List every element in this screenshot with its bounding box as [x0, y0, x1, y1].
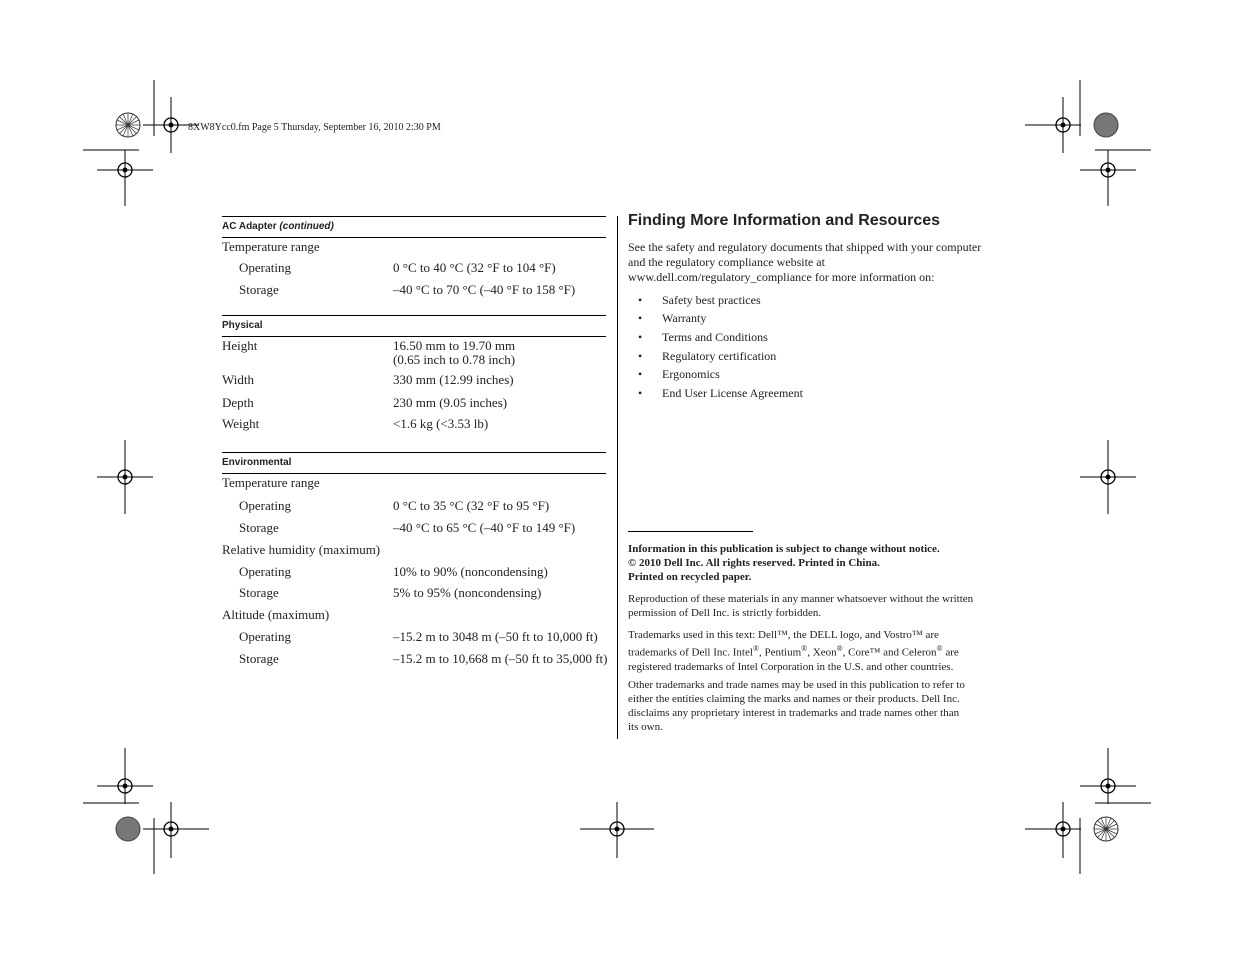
humidity-storage-value: 5% to 95% (noncondensing) [393, 585, 542, 600]
height-value-inches: (0.65 inch to 0.78 inch) [393, 352, 516, 367]
section-heading: Finding More Information and Resources [628, 212, 941, 229]
ac-adapter-title: AC Adapter (continued) [222, 216, 606, 238]
trademark-notice: Trademarks used in this text: Dell™, the DELL logo, and Vostro™ are trademarks of Dell Inc. Intel®, Pentium®, Xeon®, Core™ and Celeron® are registered trademarks of Intel Corporation in the U.S. and other countries. [628, 629, 959, 673]
altitude-label: Altitude (maximum) [222, 607, 330, 622]
env-temp-operating-label: Operating [239, 498, 291, 513]
bullet-icon: • [638, 367, 643, 381]
notice-line-1: Information in this publication is subject to change without notice. [628, 543, 940, 555]
recycled-line: Printed on recycled paper. [628, 571, 752, 583]
intro-line-2: and the regulatory compliance website at [628, 255, 825, 269]
list-item: Terms and Conditions [662, 330, 768, 344]
physical-title: Physical [222, 315, 606, 337]
depth-label: Depth [222, 395, 254, 410]
height-label: Height [222, 338, 258, 353]
height-value: 16.50 mm to 19.70 mm [393, 338, 516, 353]
weight-value: <1.6 kg (<3.53 lb) [393, 416, 489, 431]
bullet-icon: • [638, 330, 643, 344]
list-item: Safety best practices [662, 293, 761, 307]
list-item: Regulatory certification [662, 349, 777, 363]
intro-line-3: www.dell.com/regulatory_compliance for more information on: [628, 270, 935, 284]
width-value: 330 mm (12.99 inches) [393, 372, 514, 387]
reproduction-notice: Reproduction of these materials in any manner whatsoever without the written permission of Dell Inc. is strictly forbidden. [628, 593, 974, 619]
env-temp-range-label: Temperature range [222, 475, 320, 490]
bullet-icon: • [638, 311, 643, 325]
depth-value: 230 mm (9.05 inches) [393, 395, 508, 410]
env-temp-operating-value: 0 °C to 35 °C (32 °F to 95 °F) [393, 498, 550, 513]
page-header: 8XW8Ycc0.fm Page 5 Thursday, September 16, 2010 2:30 PM [188, 122, 441, 133]
altitude-operating-value: –15.2 m to 3048 m (–50 ft to 10,000 ft) [393, 629, 598, 644]
altitude-storage-label: Storage [239, 651, 279, 666]
list-item: Warranty [662, 311, 707, 325]
footnote-rule [628, 531, 753, 532]
environmental-title: Environmental [222, 452, 606, 474]
ac-storage-label: Storage [239, 282, 279, 297]
humidity-label: Relative humidity (maximum) [222, 542, 381, 557]
humidity-storage-label: Storage [239, 585, 279, 600]
intro-line-1: See the safety and regulatory documents that shipped with your computer [628, 240, 982, 254]
ac-storage-value: –40 °C to 70 °C (–40 °F to 158 °F) [393, 282, 576, 297]
compliance-url: www.dell.com/regulatory_compliance [628, 270, 812, 284]
altitude-operating-label: Operating [239, 629, 291, 644]
width-label: Width [222, 372, 254, 387]
env-temp-storage-value: –40 °C to 65 °C (–40 °F to 149 °F) [393, 520, 576, 535]
humidity-operating-value: 10% to 90% (noncondensing) [393, 564, 548, 579]
column-divider [617, 216, 618, 739]
ac-operating-value: 0 °C to 40 °C (32 °F to 104 °F) [393, 260, 556, 275]
ac-temp-range-label: Temperature range [222, 239, 320, 254]
bullet-icon: • [638, 349, 643, 363]
list-item: End User License Agreement [662, 386, 803, 400]
notice-block [628, 542, 1020, 584]
ac-operating-label: Operating [239, 260, 291, 275]
altitude-storage-value: –15.2 m to 10,668 m (–50 ft to 35,000 ft) [393, 651, 608, 666]
env-temp-storage-label: Storage [239, 520, 279, 535]
humidity-operating-label: Operating [239, 564, 291, 579]
other-trademarks-notice: Other trademarks and trade names may be used in this publication to refer to either the entities claiming the marks and names or their products. Dell Inc. disclaims any proprietary interest in trademarks and trade names other than its own. [628, 679, 965, 733]
weight-label: Weight [222, 416, 260, 431]
copyright-line: © 2010 Dell Inc. All rights reserved. Printed in China. [628, 557, 880, 569]
bullet-icon: • [638, 386, 643, 400]
bullet-icon: • [638, 293, 643, 307]
intro-paragraph [628, 240, 1018, 285]
list-item: Ergonomics [662, 367, 720, 381]
